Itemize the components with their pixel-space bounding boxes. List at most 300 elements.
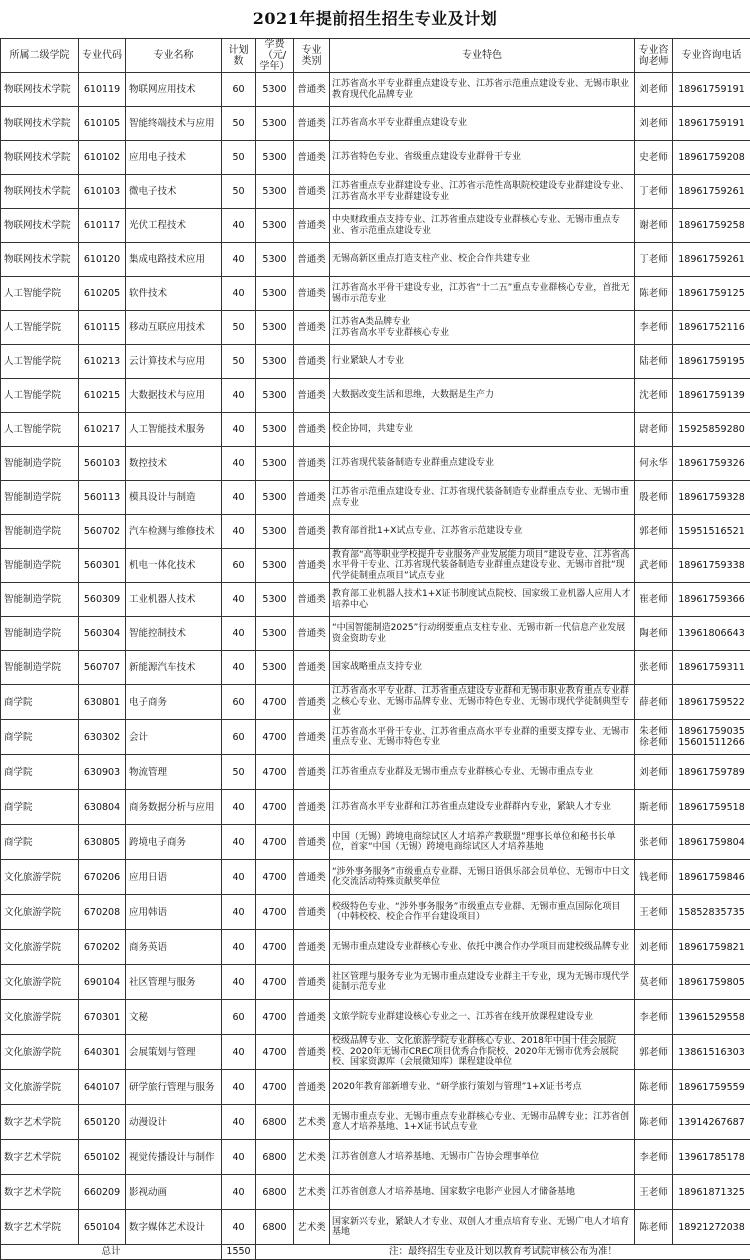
phone-cell: 18961759258 [673, 209, 750, 243]
name-cell: 机电一体化技术 [126, 549, 222, 583]
fee-cell: 5300 [256, 413, 294, 447]
teacher-cell: 李老师 [635, 311, 673, 345]
feature-cell: 江苏省创意人才培养基地、国家数字电影产业园人才储备基地 [330, 1175, 635, 1210]
header-fee: 学费（元/学年） [256, 39, 294, 73]
code-cell: 610105 [79, 107, 126, 141]
code-cell: 560301 [79, 549, 126, 583]
footer-note: 注：最终招生专业及计划以教育考试院审核公布为准！ [256, 1245, 750, 1260]
teacher-cell: 王老师 [635, 895, 673, 930]
code-cell: 610117 [79, 209, 126, 243]
feature-cell: 江苏省高水平骨干专业、江苏省重点高水平专业群的重要支撑专业、无锡市重点专业、无锡市特色专业 [330, 720, 635, 755]
phone-cell: 18961759805 [673, 965, 750, 1000]
table-row [1, 720, 750, 755]
table-row [1, 1105, 750, 1140]
plan-cell: 40 [222, 1105, 256, 1140]
code-cell: 640301 [79, 1035, 126, 1070]
college-cell: 商学院 [1, 790, 79, 825]
plan-cell: 60 [222, 720, 256, 755]
feature-cell: 校企协同，共建专业 [330, 413, 635, 447]
feature-cell: 江苏省高水平专业群重点建设专业 [330, 107, 635, 141]
plan-cell: 60 [222, 1000, 256, 1035]
category-cell: 普通类 [294, 860, 330, 895]
feature-cell: 江苏省高水平专业群和江苏省重点建设专业群群内专业，紧缺人才专业 [330, 790, 635, 825]
plan-cell: 40 [222, 1035, 256, 1070]
fee-cell: 5300 [256, 73, 294, 107]
table-footer-row [1, 1245, 750, 1260]
category-cell: 普通类 [294, 243, 330, 277]
fee-cell: 4700 [256, 685, 294, 720]
table-row [1, 243, 750, 277]
teacher-cell: 陆老师 [635, 345, 673, 379]
teacher-cell: 陈老师 [635, 277, 673, 311]
college-cell: 物联网技术学院 [1, 107, 79, 141]
category-cell: 普通类 [294, 617, 330, 651]
header-feature: 专业特色 [330, 39, 635, 73]
code-cell: 560309 [79, 583, 126, 617]
college-cell: 物联网技术学院 [1, 243, 79, 277]
code-cell: 690104 [79, 965, 126, 1000]
category-cell: 普通类 [294, 107, 330, 141]
code-cell: 630903 [79, 755, 126, 790]
phone-cell: 15852835735 [673, 895, 750, 930]
code-cell: 650102 [79, 1140, 126, 1175]
table-row [1, 1175, 750, 1210]
feature-cell: 教育部工业机器人技术1+X证书制度试点院校、国家级工业机器人应用人才培养中心 [330, 583, 635, 617]
teacher-cell: 丁老师 [635, 175, 673, 209]
plan-cell: 50 [222, 311, 256, 345]
plan-cell: 60 [222, 549, 256, 583]
college-cell: 物联网技术学院 [1, 175, 79, 209]
fee-cell: 4700 [256, 930, 294, 965]
phone-cell: 18961759035 15601511266 [673, 720, 750, 755]
plan-cell: 50 [222, 175, 256, 209]
total-value: 1550 [222, 1245, 256, 1260]
college-cell: 智能制造学院 [1, 651, 79, 685]
name-cell: 跨境电子商务 [126, 825, 222, 860]
fee-cell: 5300 [256, 651, 294, 685]
phone-cell: 13961785178 [673, 1140, 750, 1175]
table-row [1, 481, 750, 515]
fee-cell: 4700 [256, 720, 294, 755]
table-row [1, 413, 750, 447]
fee-cell: 6800 [256, 1175, 294, 1210]
fee-cell: 5300 [256, 175, 294, 209]
table-row [1, 379, 750, 413]
fee-cell: 5300 [256, 141, 294, 175]
fee-cell: 5300 [256, 345, 294, 379]
category-cell: 普通类 [294, 790, 330, 825]
feature-cell: 无锡市重点专业、无锡市重点专业群核心专业、无锡市品牌专业；江苏省创意人才培养基地、1+X证书试点专业 [330, 1105, 635, 1140]
code-cell: 630805 [79, 825, 126, 860]
table-row [1, 549, 750, 583]
name-cell: 新能源汽车技术 [126, 651, 222, 685]
category-cell: 普通类 [294, 549, 330, 583]
name-cell: 软件技术 [126, 277, 222, 311]
college-cell: 文化旅游学院 [1, 860, 79, 895]
code-cell: 560702 [79, 515, 126, 549]
feature-cell: 江苏省重点专业群及无锡市重点专业群核心专业、无锡市重点专业 [330, 755, 635, 790]
header-name: 专业名称 [126, 39, 222, 73]
phone-cell: 18961759518 [673, 790, 750, 825]
table-row [1, 930, 750, 965]
feature-cell: 江苏省重点专业群建设专业、江苏省示范性高职院校建设专业群建设专业、江苏省高水平专业群建设专业 [330, 175, 635, 209]
code-cell: 610215 [79, 379, 126, 413]
teacher-cell: 朱老师 徐老师 [635, 720, 673, 755]
feature-cell: 江苏省现代装备制造专业群重点建设专业 [330, 447, 635, 481]
phone-cell: 18961759789 [673, 755, 750, 790]
table-row [1, 311, 750, 345]
fee-cell: 5300 [256, 277, 294, 311]
phone-cell: 18921272038 [673, 1210, 750, 1245]
college-cell: 人工智能学院 [1, 413, 79, 447]
feature-cell: 江苏省高水平专业群、江苏省重点建设专业群和无锡市职业教育重点专业群之核心专业、无锡市品牌专业、无锡市特色专业、无锡市现代学徒制典型专业 [330, 685, 635, 720]
phone-cell: 18961759139 [673, 379, 750, 413]
category-cell: 普通类 [294, 965, 330, 1000]
name-cell: 数字媒体艺术设计 [126, 1210, 222, 1245]
phone-cell: 18961759261 [673, 175, 750, 209]
enrollment-table [0, 38, 750, 1260]
feature-cell: 行业紧缺人才专业 [330, 345, 635, 379]
name-cell: 影视动画 [126, 1175, 222, 1210]
college-cell: 人工智能学院 [1, 379, 79, 413]
college-cell: 智能制造学院 [1, 515, 79, 549]
table-row [1, 345, 750, 379]
fee-cell: 4700 [256, 825, 294, 860]
teacher-cell: 薛老师 [635, 685, 673, 720]
college-cell: 物联网技术学院 [1, 73, 79, 107]
teacher-cell: 刘老师 [635, 930, 673, 965]
plan-cell: 40 [222, 583, 256, 617]
name-cell: 研学旅行管理与服务 [126, 1070, 222, 1105]
feature-cell: 中国（无锡）跨境电商综试区人才培养产教联盟”理事长单位和秘书长单位，首家“中国（无锡）跨境电商综试区人才培养基地 [330, 825, 635, 860]
college-cell: 数字艺术学院 [1, 1105, 79, 1140]
code-cell: 670206 [79, 860, 126, 895]
header-college: 所属二级学院 [1, 39, 79, 73]
teacher-cell: 陈老师 [635, 1070, 673, 1105]
phone-cell: 13961529558 [673, 1000, 750, 1035]
category-cell: 普通类 [294, 720, 330, 755]
teacher-cell: 张老师 [635, 825, 673, 860]
teacher-cell: 史老师 [635, 141, 673, 175]
teacher-cell: 沈老师 [635, 379, 673, 413]
feature-cell: 国家新兴专业，紧缺人才专业、双创人才重点培育专业、无锡广电人才培育基地 [330, 1210, 635, 1245]
college-cell: 智能制造学院 [1, 447, 79, 481]
college-cell: 文化旅游学院 [1, 895, 79, 930]
category-cell: 普通类 [294, 930, 330, 965]
phone-cell: 13861516303 [673, 1035, 750, 1070]
college-cell: 智能制造学院 [1, 549, 79, 583]
phone-cell: 13914267687 [673, 1105, 750, 1140]
teacher-cell: 何永华 [635, 447, 673, 481]
plan-cell: 40 [222, 515, 256, 549]
code-cell: 630801 [79, 685, 126, 720]
teacher-cell: 丁老师 [635, 243, 673, 277]
code-cell: 670208 [79, 895, 126, 930]
college-cell: 文化旅游学院 [1, 1000, 79, 1035]
plan-cell: 40 [222, 209, 256, 243]
phone-cell: 18961759195 [673, 345, 750, 379]
code-cell: 630804 [79, 790, 126, 825]
teacher-cell: 陈老师 [635, 1210, 673, 1245]
table-row [1, 277, 750, 311]
college-cell: 商学院 [1, 720, 79, 755]
phone-cell: 18961759821 [673, 930, 750, 965]
feature-cell: 国家战略重点支持专业 [330, 651, 635, 685]
feature-cell: 校级特色专业、“涉外事务服务”市级重点专业群、无锡市重点国际化项目（中韩校校、校企合作平台建设项目） [330, 895, 635, 930]
teacher-cell: 莫老师 [635, 965, 673, 1000]
category-cell: 艺术类 [294, 1140, 330, 1175]
phone-cell: 18961759311 [673, 651, 750, 685]
code-cell: 560113 [79, 481, 126, 515]
fee-cell: 5300 [256, 209, 294, 243]
code-cell: 560707 [79, 651, 126, 685]
code-cell: 660209 [79, 1175, 126, 1210]
name-cell: 社区管理与服务 [126, 965, 222, 1000]
feature-cell: 2020年教育部新增专业、“研学旅行策划与管理”1+X证书考点 [330, 1070, 635, 1105]
phone-cell: 18961759326 [673, 447, 750, 481]
code-cell: 670202 [79, 930, 126, 965]
feature-cell: 江苏省示范重点建设专业、江苏省现代装备制造专业群重点专业、无锡市重点专业 [330, 481, 635, 515]
category-cell: 普通类 [294, 73, 330, 107]
name-cell: 移动互联应用技术 [126, 311, 222, 345]
teacher-cell: 斯老师 [635, 790, 673, 825]
code-cell: 610217 [79, 413, 126, 447]
phone-cell: 18961759804 [673, 825, 750, 860]
college-cell: 数字艺术学院 [1, 1175, 79, 1210]
name-cell: 模具设计与制造 [126, 481, 222, 515]
plan-cell: 50 [222, 107, 256, 141]
table-row [1, 860, 750, 895]
category-cell: 普通类 [294, 755, 330, 790]
fee-cell: 4700 [256, 860, 294, 895]
teacher-cell: 陈老师 [635, 1105, 673, 1140]
teacher-cell: 张老师 [635, 651, 673, 685]
phone-cell: 15925859280 [673, 413, 750, 447]
category-cell: 普通类 [294, 481, 330, 515]
table-row [1, 685, 750, 720]
code-cell: 560304 [79, 617, 126, 651]
teacher-cell: 李老师 [635, 1140, 673, 1175]
code-cell: 560103 [79, 447, 126, 481]
fee-cell: 5300 [256, 481, 294, 515]
page-title: 2021年提前招生招生专业及计划 [0, 0, 750, 38]
code-cell: 650120 [79, 1105, 126, 1140]
table-row [1, 447, 750, 481]
phone-cell: 18961759559 [673, 1070, 750, 1105]
fee-cell: 4700 [256, 1070, 294, 1105]
phone-cell: 15951516521 [673, 515, 750, 549]
table-row [1, 651, 750, 685]
college-cell: 文化旅游学院 [1, 930, 79, 965]
fee-cell: 6800 [256, 1105, 294, 1140]
total-label: 总计 [1, 1245, 222, 1260]
feature-cell: 文旅学院专业群建设核心专业之一、江苏省在线开放课程建设专业 [330, 1000, 635, 1035]
college-cell: 人工智能学院 [1, 277, 79, 311]
fee-cell: 5300 [256, 447, 294, 481]
table-row [1, 1210, 750, 1245]
fee-cell: 6800 [256, 1140, 294, 1175]
college-cell: 智能制造学院 [1, 617, 79, 651]
plan-cell: 40 [222, 965, 256, 1000]
plan-cell: 40 [222, 1175, 256, 1210]
name-cell: 文秘 [126, 1000, 222, 1035]
code-cell: 610119 [79, 73, 126, 107]
teacher-cell: 郭老师 [635, 515, 673, 549]
plan-cell: 40 [222, 277, 256, 311]
name-cell: 物流管理 [126, 755, 222, 790]
college-cell: 智能制造学院 [1, 481, 79, 515]
feature-cell: 江苏省高水平骨干建设专业，江苏省“十二五”重点专业群核心专业，首批无锡市示范专业 [330, 277, 635, 311]
category-cell: 普通类 [294, 1070, 330, 1105]
category-cell: 普通类 [294, 311, 330, 345]
code-cell: 610102 [79, 141, 126, 175]
name-cell: 集成电路技术应用 [126, 243, 222, 277]
plan-cell: 40 [222, 825, 256, 860]
phone-cell: 13961806643 [673, 617, 750, 651]
college-cell: 文化旅游学院 [1, 1070, 79, 1105]
fee-cell: 4700 [256, 965, 294, 1000]
feature-cell: 教育部首批1+X试点专业、江苏省示范建设专业 [330, 515, 635, 549]
college-cell: 人工智能学院 [1, 345, 79, 379]
feature-cell: 校级品牌专业、文化旅游学院专业群核心专业、2018年中国十佳会展院校、2020年无锡市CREC项目优秀合作院校、2020年无锡市优秀会展院校、国家资源库（会展微知库）课程建设单位 [330, 1035, 635, 1070]
table-row [1, 1140, 750, 1175]
plan-cell: 50 [222, 345, 256, 379]
header-phone: 专业咨询电话 [673, 39, 750, 73]
feature-cell: 江苏省创意人才培养基地、无锡市广告协会理事单位 [330, 1140, 635, 1175]
name-cell: 应用日语 [126, 860, 222, 895]
header-category: 专业类别 [294, 39, 330, 73]
teacher-cell: 刘老师 [635, 107, 673, 141]
code-cell: 610120 [79, 243, 126, 277]
college-cell: 智能制造学院 [1, 583, 79, 617]
table-row [1, 583, 750, 617]
name-cell: 光伏工程技术 [126, 209, 222, 243]
plan-cell: 40 [222, 895, 256, 930]
plan-cell: 50 [222, 141, 256, 175]
header-teacher: 专业咨询老师 [635, 39, 673, 73]
feature-cell: 无锡市重点建设专业群核心专业、依托中澳合作办学项目而建校级品牌专业 [330, 930, 635, 965]
table-row [1, 107, 750, 141]
name-cell: 商务数据分析与应用 [126, 790, 222, 825]
table-row [1, 141, 750, 175]
plan-cell: 40 [222, 1140, 256, 1175]
phone-cell: 18961759338 [673, 549, 750, 583]
plan-cell: 40 [222, 379, 256, 413]
phone-cell: 18961759208 [673, 141, 750, 175]
fee-cell: 4700 [256, 790, 294, 825]
plan-cell: 50 [222, 755, 256, 790]
name-cell: 应用电子技术 [126, 141, 222, 175]
table-row [1, 965, 750, 1000]
teacher-cell: 谢老师 [635, 209, 673, 243]
phone-cell: 18961759846 [673, 860, 750, 895]
code-cell: 670301 [79, 1000, 126, 1035]
fee-cell: 4700 [256, 1000, 294, 1035]
college-cell: 数字艺术学院 [1, 1140, 79, 1175]
name-cell: 大数据技术与应用 [126, 379, 222, 413]
category-cell: 普通类 [294, 175, 330, 209]
table-row [1, 755, 750, 790]
name-cell: 会展策划与管理 [126, 1035, 222, 1070]
table-row [1, 73, 750, 107]
name-cell: 人工智能技术服务 [126, 413, 222, 447]
fee-cell: 5300 [256, 549, 294, 583]
teacher-cell: 刘老师 [635, 755, 673, 790]
college-cell: 商学院 [1, 825, 79, 860]
teacher-cell: 陶老师 [635, 617, 673, 651]
feature-cell: 社区管理与服务专业为无锡市重点建设专业群主干专业，现为无锡市现代学徒制示范专业 [330, 965, 635, 1000]
name-cell: 会计 [126, 720, 222, 755]
teacher-cell: 王老师 [635, 1175, 673, 1210]
table-row [1, 1070, 750, 1105]
fee-cell: 4700 [256, 1035, 294, 1070]
fee-cell: 5300 [256, 583, 294, 617]
code-cell: 640107 [79, 1070, 126, 1105]
table-row [1, 825, 750, 860]
category-cell: 艺术类 [294, 1210, 330, 1245]
fee-cell: 5300 [256, 379, 294, 413]
category-cell: 普通类 [294, 825, 330, 860]
category-cell: 普通类 [294, 413, 330, 447]
category-cell: 艺术类 [294, 1105, 330, 1140]
name-cell: 视觉传播设计与制作 [126, 1140, 222, 1175]
plan-cell: 40 [222, 860, 256, 895]
phone-cell: 18961871325 [673, 1175, 750, 1210]
category-cell: 普通类 [294, 515, 330, 549]
table-row [1, 895, 750, 930]
fee-cell: 5300 [256, 515, 294, 549]
name-cell: 智能控制技术 [126, 617, 222, 651]
fee-cell: 4700 [256, 755, 294, 790]
name-cell: 物联网应用技术 [126, 73, 222, 107]
plan-cell: 40 [222, 413, 256, 447]
name-cell: 动漫设计 [126, 1105, 222, 1140]
plan-cell: 40 [222, 1210, 256, 1245]
name-cell: 数控技术 [126, 447, 222, 481]
feature-cell: 中央财政重点支持专业、江苏省重点建设专业群核心专业、无锡市重点专业、省示范重点建设专业 [330, 209, 635, 243]
table-row [1, 175, 750, 209]
fee-cell: 5300 [256, 107, 294, 141]
teacher-cell: 尉老师 [635, 413, 673, 447]
category-cell: 普通类 [294, 141, 330, 175]
college-cell: 数字艺术学院 [1, 1210, 79, 1245]
fee-cell: 5300 [256, 617, 294, 651]
teacher-cell: 武老师 [635, 549, 673, 583]
header-code: 专业代码 [79, 39, 126, 73]
category-cell: 普通类 [294, 209, 330, 243]
table-row [1, 790, 750, 825]
category-cell: 普通类 [294, 345, 330, 379]
college-cell: 文化旅游学院 [1, 1035, 79, 1070]
name-cell: 应用韩语 [126, 895, 222, 930]
plan-cell: 40 [222, 481, 256, 515]
fee-cell: 5300 [256, 311, 294, 345]
category-cell: 普通类 [294, 1000, 330, 1035]
teacher-cell: 钱老师 [635, 860, 673, 895]
name-cell: 汽车检测与维修技术 [126, 515, 222, 549]
category-cell: 艺术类 [294, 1175, 330, 1210]
college-cell: 人工智能学院 [1, 311, 79, 345]
category-cell: 普通类 [294, 277, 330, 311]
feature-cell: 无锡高新区重点打造支柱产业、校企合作共建专业 [330, 243, 635, 277]
category-cell: 普通类 [294, 379, 330, 413]
code-cell: 610103 [79, 175, 126, 209]
phone-cell: 18961759261 [673, 243, 750, 277]
plan-cell: 40 [222, 617, 256, 651]
teacher-cell: 殷老师 [635, 481, 673, 515]
plan-cell: 40 [222, 1070, 256, 1105]
header-plan: 计划数 [222, 39, 256, 73]
